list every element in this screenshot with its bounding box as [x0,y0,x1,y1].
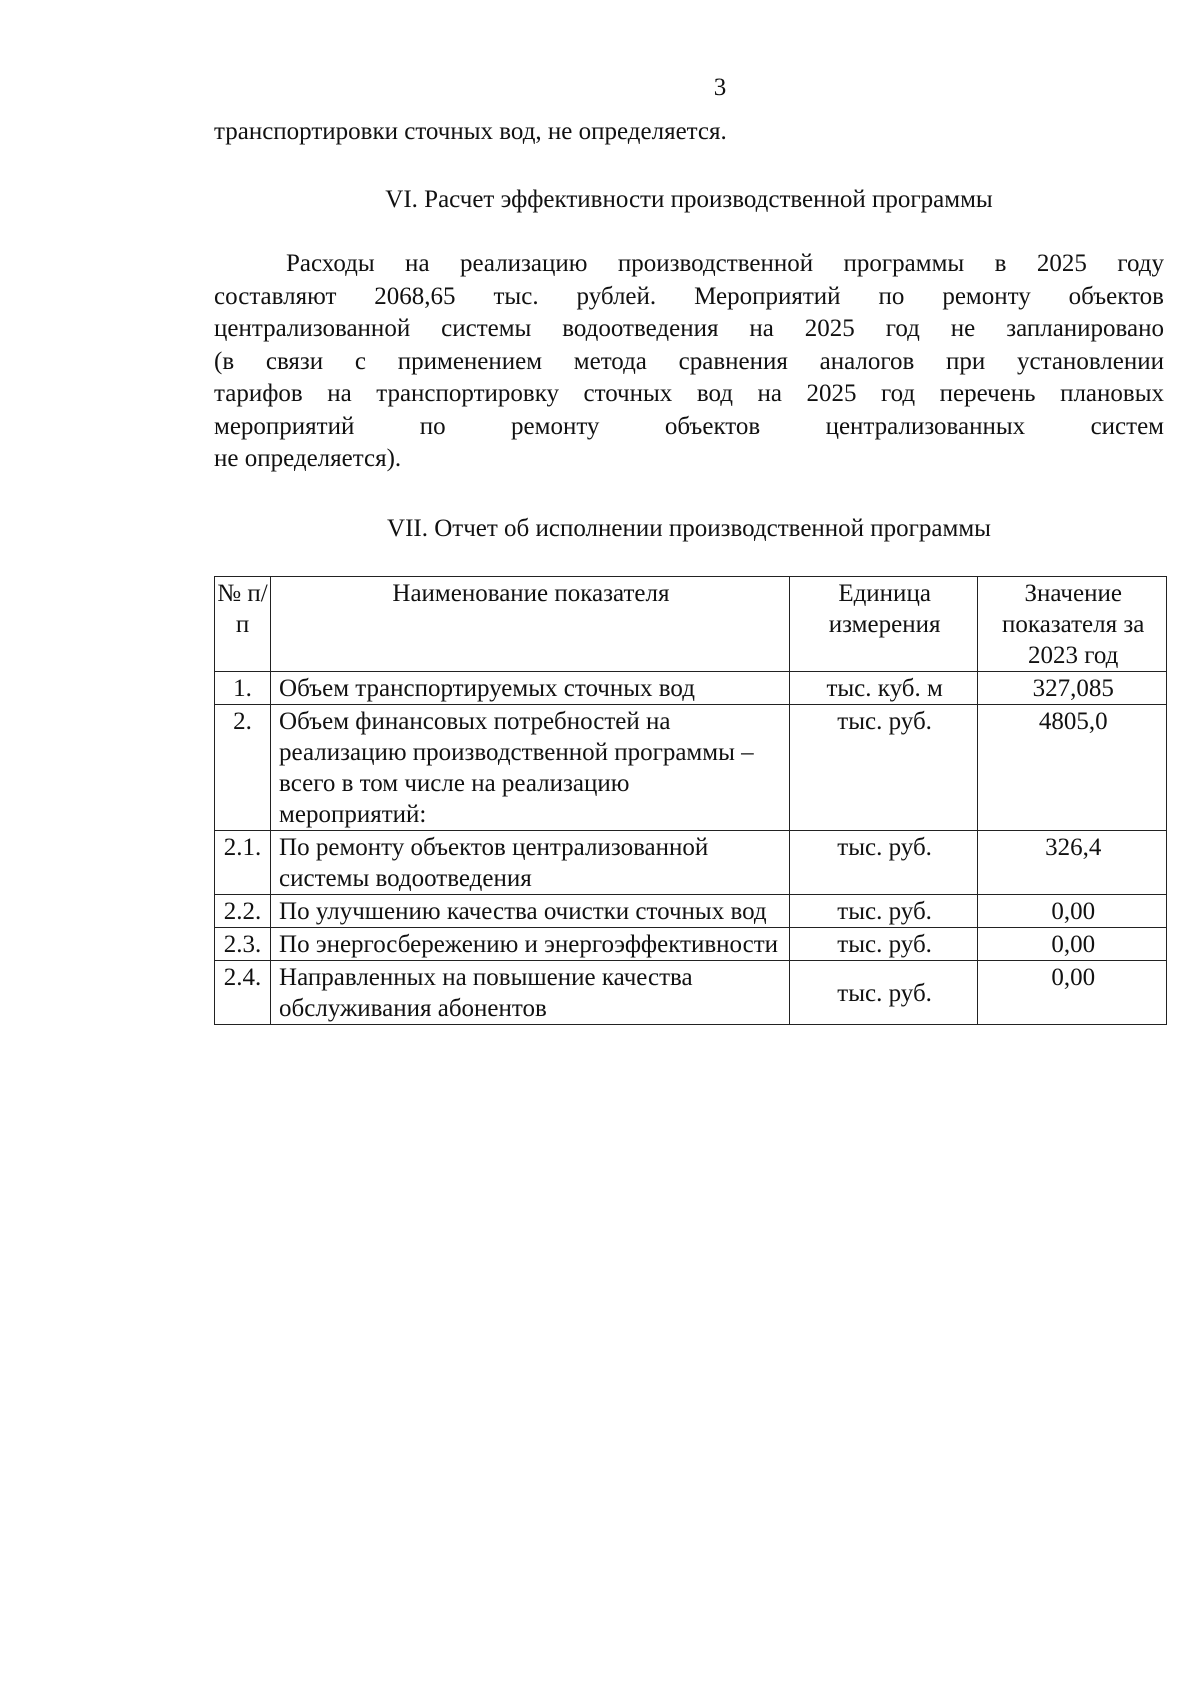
table-row [215,895,1167,928]
row-num: 2.4. [215,961,271,1025]
header-name: Наименование показателя [271,577,790,672]
paragraph-line: тарифов на транспортировку сточных вод на 2025 год перечень плановых [214,380,1164,407]
report-table [214,576,1167,1025]
row-value: 327,085 [978,672,1167,705]
paragraph-line: Расходы на реализацию производственной программы в 2025 году [286,250,1164,277]
section-7-heading: VII. Отчет об исполнении производственной программы [387,515,991,542]
row-name: Направленных на повышение качества обслуживания абонентов [271,961,790,1025]
section-6-paragraph [214,248,1164,476]
table-row [215,705,1167,831]
row-name: Объем финансовых потребностей на реализацию производственной программы – всего в том числе на реализацию мероприятий: [271,705,790,831]
section-6-heading: VI. Расчет эффективности производственной программы [385,186,993,213]
continuation-text: транспортировки сточных вод, не определяется. [214,118,727,145]
paragraph-line: мероприятий по ремонту объектов централизованных систем [214,412,1164,440]
row-name: По ремонту объектов централизованной системы водоотведения [271,831,790,895]
row-num: 2.3. [215,928,271,961]
row-unit: тыс. куб. м [789,672,978,705]
row-unit: тыс. руб. [789,961,978,1025]
table-row [215,831,1167,895]
paragraph-line: (в связи с применением метода сравнения аналогов при установлении [214,347,1164,375]
header-value: Значение показателя за 2023 год [978,577,1167,672]
row-num: 2.1. [215,831,271,895]
row-value: 0,00 [978,928,1167,961]
row-value: 0,00 [978,961,1167,1025]
row-value: 4805,0 [978,705,1167,831]
header-num: № п/п [215,577,271,672]
table-row [215,961,1167,1025]
row-num: 2. [215,705,271,831]
row-name: Объем транспортируемых сточных вод [271,672,790,705]
paragraph-line: составляют 2068,65 тыс. рублей. Мероприятий по ремонту объектов [214,282,1164,310]
row-name: По энергосбережению и энергоэффективности [271,928,790,961]
paragraph-line: не определяется). [214,445,402,472]
header-unit: Единица измерения [789,577,978,672]
table-row [215,928,1167,961]
row-unit: тыс. руб. [789,705,978,831]
row-num: 2.2. [215,895,271,928]
row-unit: тыс. руб. [789,831,978,895]
page-number: 3 [713,74,727,101]
row-value: 0,00 [978,895,1167,928]
table-header-row [215,577,1167,672]
row-unit: тыс. руб. [789,928,978,961]
row-unit: тыс. руб. [789,895,978,928]
row-name: По улучшению качества очистки сточных вод [271,895,790,928]
paragraph-line: централизованной системы водоотведения на 2025 год не запланировано [214,315,1164,342]
row-num: 1. [215,672,271,705]
table-row [215,672,1167,705]
row-value: 326,4 [978,831,1167,895]
